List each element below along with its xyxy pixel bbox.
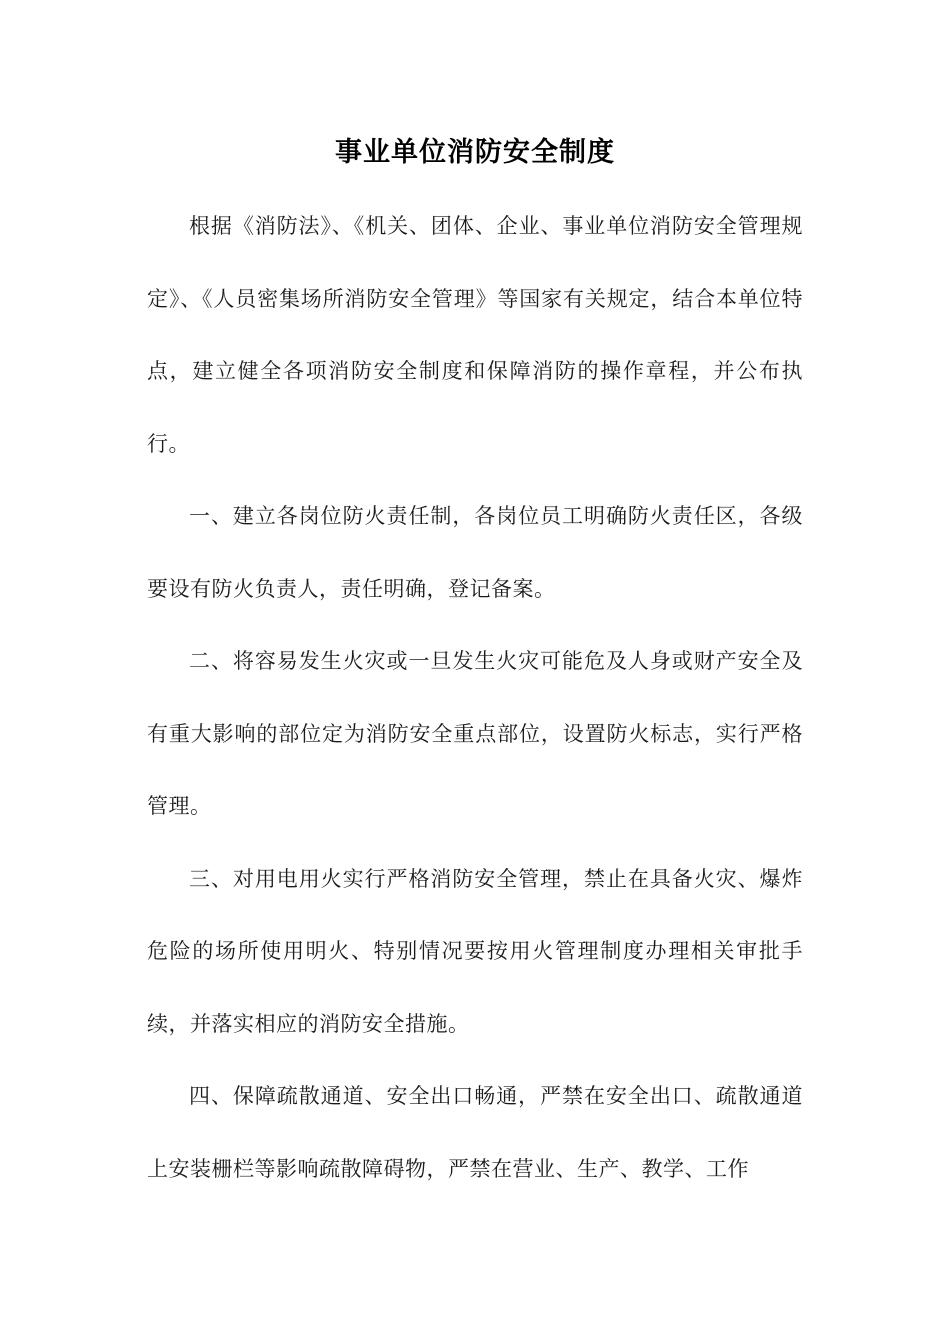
document-title: 事业单位消防安全制度 (335, 137, 615, 168)
paragraph-item-3: 三、对用电用火实行严格消防安全管理，禁止在具备火灾、爆炸危险的场所使用明火、特别情况要按用火管理制度办理相关审批手续，并落实相应的消防安全措施。 (147, 866, 803, 1036)
paragraph-item-4: 四、保障疏散通道、安全出口畅通，严禁在安全出口、疏散通道上安装栅栏等影响疏散障碍物，严禁在营业、生产、教学、工作 (147, 1084, 803, 1181)
paragraph-item-2: 二、将容易发生火灾或一旦发生火灾可能危及人身或财产安全及有重大影响的部位定为消防安全重点部位，设置防火标志，实行严格管理。 (147, 649, 803, 818)
paragraph-intro: 根据《消防法》、《机关、团体、企业、事业单位消防安全管理规定》、《人员密集场所消防安全管理》等国家有关规定，结合本单位特点，建立健全各项消防安全制度和保障消防的操作章程，并公布执行。 (147, 214, 803, 456)
document-body (147, 190, 803, 1205)
paragraph-item-1: 一、建立各岗位防火责任制，各岗位员工明确防火责任区，各级要设有防火负责人，责任明确，登记备案。 (147, 504, 803, 601)
